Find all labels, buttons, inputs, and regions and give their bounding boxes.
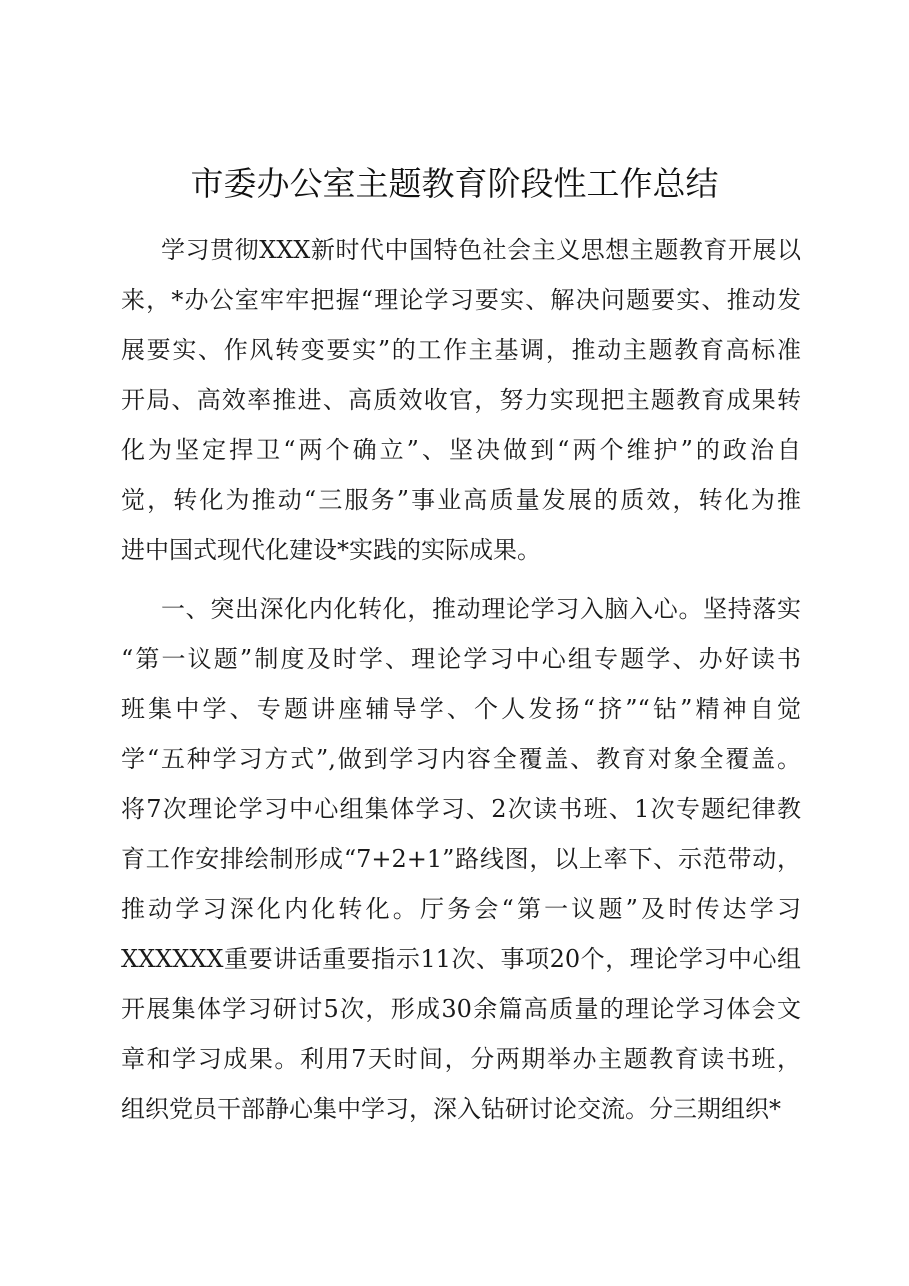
text-line: 化为坚定捍卫“两个确立”、坚决做到“两个维护”的政治自 (121, 436, 801, 464)
text-line: 展要实、作风转变要实”的工作主基调，推动主题教育高标准 (121, 336, 801, 364)
text-line: 一、突出深化内化转化，推动理论学习入脑入心。坚持落实 (161, 595, 801, 623)
text-line: 进中国式现代化建设*实践的实际成果。 (121, 536, 541, 564)
text-line: 将7次理论学习中心组集体学习、2次读书班、1次专题纪律教 (121, 795, 801, 823)
text-line: XXXXXX重要讲话重要指示11次、事项20个，理论学习中心组 (121, 945, 801, 973)
text-line: “第一议题”制度及时学、理论学习中心组专题学、办好读书 (121, 645, 801, 673)
text-line: 来，*办公室牢牢把握“理论学习要实、解决问题要实、推动发 (121, 286, 801, 314)
text-line: 学“五种学习方式”,做到学习内容全覆盖、教育对象全覆盖。 (121, 745, 801, 773)
text-line: 推动学习深化内化转化。厅务会“第一议题”及时传达学习 (121, 895, 801, 923)
text-line: 班集中学、专题讲座辅导学、个人发扬“挤”“钻”精神自觉 (121, 695, 801, 723)
text-line: 学习贯彻XXX新时代中国特色社会主义思想主题教育开展以 (161, 236, 801, 264)
text-line: 育工作安排绘制形成“7+2+1”路线图，以上率下、示范带动， (121, 845, 801, 873)
text-line: 觉，转化为推动“三服务”事业高质量发展的质效，转化为推 (121, 486, 801, 514)
text-line: 章和学习成果。利用7天时间，分两期举办主题教育读书班， (121, 1045, 801, 1073)
text-line: 开展集体学习研讨5次，形成30余篇高质量的理论学习体会文 (121, 995, 801, 1023)
text-line: 组织党员干部静心集中学习，深入钻研讨论交流。分三期组织* (121, 1095, 781, 1123)
text-line: 开局、高效率推进、高质效收官，努力实现把主题教育成果转 (121, 386, 801, 414)
document-title: 市委办公室主题教育阶段性工作总结 (190, 164, 719, 203)
